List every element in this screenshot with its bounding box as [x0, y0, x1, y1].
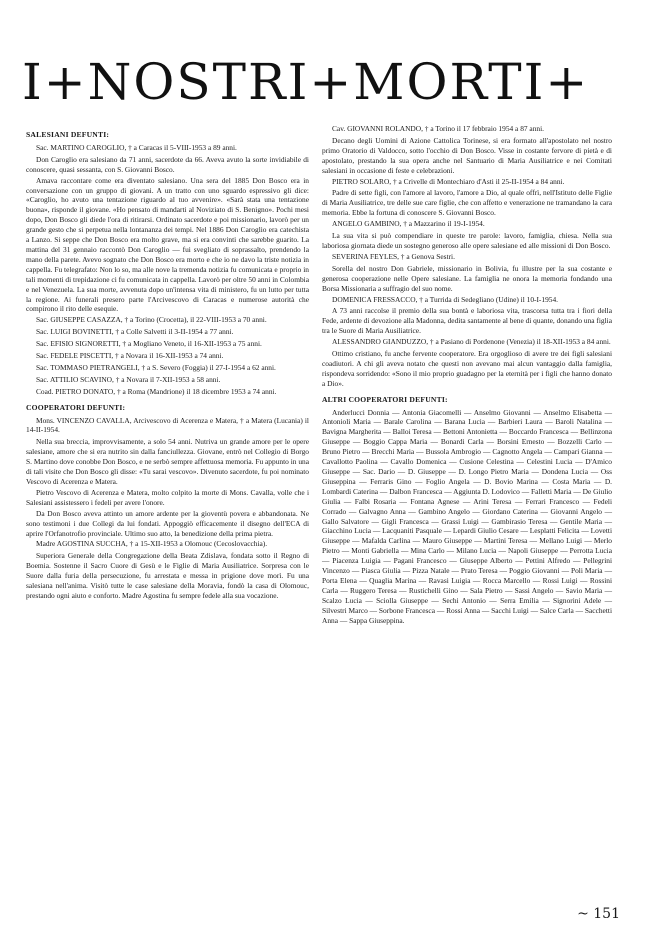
paragraph: Pietro Vescovo di Acerenza e Matera, molto colpito la morte di Mons. Cavalla, volle che i Salesiani assistessero i fedeli per avere l'onore.	[26, 487, 309, 507]
paragraph: La sua vita si può compendiare in queste tre parole: lavoro, famiglia, chiesa. Nella sua laboriosa giornata diede un sostegno generoso alle opere salesiane ed alle missioni di Don Bosco.	[322, 231, 612, 250]
paragraph: Superiora Generale della Congregazione della Beata Zdislava, fondata sotto il Regno di Boemia. Sostenne il Sacro Cuore di Gesù e le Figlie di Maria Ausiliatrice. Sorpresa con le Suore dalla furia della persecuzione, fu arrestata e messa in prigione dove morì. Fu una salesiana nell'anima. Visitò tutte le case salesiane della Moravia, fondò la casa di Olomouc, prestando ogni aiuto e conforto. Madre Agostina fu sempre fedele alla sua vocazione.	[26, 551, 309, 600]
paragraph: Da Don Bosco aveva attinto un amore ardente per la gioventù povera e abbandonata. Ne sono testimoni i due Collegi da lui fondati. Appoggiò efficacemente il disegno dell'ECA di aprire l'Orfanotrofio provinciale. Ultimo suo atto, la benedizione della prima pietra.	[26, 508, 309, 538]
obituary-entry: ANGELO GAMBINO, † a Mazzarino il 19-I-1954.	[332, 219, 485, 229]
paragraph: Don Caroglio era salesiano da 71 anni, sacerdote da 66. Aveva avuto la sorte invidiabile di conoscere, quasi sessanta, con S. Giovanni Bosco.	[26, 154, 309, 174]
obituary-entry: SEVERINA FEYLES, † a Genova Sestri.	[332, 251, 455, 261]
cooperators-list: Anderlucci Donnia — Antonia Giacomelli — Anselmo Giovanni — Anselmo Elisabetta — Antonioli Maria — Barale Carolina — Barana Lucia — Barbieri Laura — Baroli Natalina — Bavigna Margherita — Balloi Teresa — Bettoni Antonietta — Boccardo Francesca — Bellinzona Giuseppe — Boggio Cappa Maria — Bonardi Carla — Borsini Ernesto — Bozzelli Carlo — Bruno Pietro — Brecchi Maria — Bussola Ambrogio — Cagnotto Angela — Campari Gianna — Cavallotto Paolina — Cavallo Domenica — Cusione Celestina — Celestini Lucia — D'Amico Giuseppe — Sac. Dario — D. Giuseppe — D. Longo Pietro Maria — Dondena Lucia — Oss Giuseppina — Ferraris Gino — Foglio Angela — D. Bovio Marina — Costa Maria — D. Lombardi Caterina — Dalbon Francesca — Aggiunta D. Lodovico — Falletti Maria — De Giulio Giulia — Falbi Rosaria — Fontana Agnese — Arini Teresa — Ferrari Francesco — Fedeli Corrado — Galvagno Anna — Gambino Angelo — Giordano Caterina — Giovanni Angelo — Gallo Salvatore — Gigli Francesca — Grassi Luigi — Gambirasio Teresa — Gentile Maria — Giacchino Lucia — Lacquaniti Pasquale — Lepardi Giulio Cesare — Lesplatti Felicita — Lovetti Giuseppe — Mafalda Carlina — Mauro Giuseppe — Martini Teresa — Mellano Luigi — Merlo Pietro — Monti Gabriella — Mina Carlo — Milano Lucia — Napoli Giuseppe — Perrotta Lucia — Piacenza Luigia — Pagani Francesco — Giuseppe Alberto — Pettini Alfredo — Pellegrini Vincenzo — Piasca Giulia — Pizza Natale — Prato Teresa — Poggio Giovanni — Poli Maria — Porta Elena — Quaglia Marina — Ravasi Luigia — Rocca Marcello — Rossi Luigi — Rossini Carla — Ruggero Teresa — Rustichelli Gino — Sala Pietro — Sassi Angelo — Savio Maria — Scalzo Lucia — Sciolla Giuseppe — Sechi Antonio — Serra Emilia — Signorini Adele — Silvestri Marco — Sorbone Francesca — Rossi Anna — Sacchi Luigi — Salce Carla — Sacchetti Anna — Sappa Giuseppina.	[322, 407, 612, 625]
paragraph: Decano degli Uomini di Azione Cattolica Torinese, si era formato all'apostolato nel nostro primo Oratorio di Valdocco, sotto l'occhio di Don Bosco. Visse in costante fervore di pietà e di apostolato, prestando la sua opera anche nel Santuario di Maria Ausiliatrice e nei Comitati salesiani in occasione di feste e celebrazioni.	[322, 135, 612, 175]
page-title: I+NOSTRI+MORTI+	[22, 53, 590, 111]
section-heading: SALESIANI DEFUNTI:	[26, 130, 110, 139]
paragraph: Ottimo cristiano, fu anche fervente cooperatore. Era orgoglioso di avere tre dei figli salesiani coadiutori. A chi gli aveva notato che questi non avevano mai alcun vantaggio dalla famiglia, rispondeva sorridendo: «Sono il mio proprio guadagno per la eternità per i figli che hanno donato a Dio».	[322, 349, 612, 388]
obituary-entry: Madre AGOSTINA SUCCHA, † a 15-XII-1953 a Olomouc (Cecoslovacchia).	[36, 539, 268, 549]
obituary-entry: Sac. TOMMASO PIETRANGELI, † a S. Severo (Foggia) il 27-I-1954 a 62 anni.	[36, 362, 276, 372]
paragraph: A 73 anni raccolse il premio della sua bontà e laboriosa vita, trascorsa tutta tra i fiori della Fede, ardente di devozione alla Madonna, dedita santamente al bene di quante, donando una figlia tra le Suore di Maria Ausiliatrice.	[322, 306, 612, 336]
obituary-entry: Sac. LUIGI BOVINETTI, † a Colle Salvetti il 3-II-1954 a 77 anni.	[36, 327, 234, 337]
section-heading: ALTRI COOPERATORI DEFUNTI:	[322, 394, 448, 404]
paragraph: Padre di sette figli, con l'amore al lavoro, l'amore a Dio, al quale offrì, nell'Istituto delle Figlie di Maria Ausiliatrice, tre delle sue care figlie, che con affetto e venerazione ne tramandano la cara memoria. Ebbe la fortuna di conoscere S. Giovanni Bosco.	[322, 188, 612, 218]
obituary-entry: Mons. VINCENZO CAVALLA, Arcivescovo di Acerenza e Matera, † a Matera (Lucania) il 14-II-1954.	[26, 415, 309, 435]
obituary-entry: Coad. PIETRO DONATO, † a Roma (Mandrione) il 18 dicembre 1953 a 74 anni.	[36, 386, 277, 396]
obituary-entry: PIETRO SOLARO, † a Crivelle di Montechiaro d'Asti il 25-II-1954 a 84 anni.	[332, 176, 565, 186]
obituary-entry: Cav. GIOVANNI ROLANDO, † a Torino il 17 febbraio 1954 a 87 anni.	[332, 124, 544, 133]
section-heading: COOPERATORI DEFUNTI:	[26, 402, 126, 412]
obituary-entry: Sac. GIUSEPPE CASAZZA, † a Torino (Crocetta), il 22-VIII-1953 a 70 anni.	[36, 315, 267, 325]
right-column	[322, 124, 612, 627]
paragraph: Nella sua breccia, improvvisamente, a solo 54 anni. Nutriva un grande amore per le opere salesiane, amore che si era nutrito sin dalla fanciullezza. Giovane, entrò nel Collegio di Borgo S. Martino dove conobbe Don Bosco, e ne serbò sempre affettuosa memoria. Fu appunto in una di tali visite che Don Bosco gli disse: «Tu sarai vescovo». Divenuto sacerdote, fu poi nominato Vescovo di Acerenza e Matera.	[26, 437, 309, 486]
paragraph: Amava raccontare come era diventato salesiano. Una sera del 1885 Don Bosco era in conversazione con un gruppo di giovani. A un tratto con uno sguardo espressivo gli dice: «Caroglio, ho avuto una tentazione riguardo al tuo avvenire». «Sarà stata una tentazione buona», risponde il giovane. «Ho pensato di mandarti al Noviziato di S. Benigno». Pochi mesi dopo, Don Bosco gli diede l'ora di ritirarsi. Ordinato sacerdote e poi missionario, lavorò per un grande gesto che si perpetua nella lontananza dei tempi. Nel 1886 Don Caroglio era catechista a Lanzo. Si seppe che Don Bosco era molto grave, ma si era convinti che sarebbe guarito. La mattina del 31 gennaio raccontò Don Caroglio — fui svegliato di soprassalto, prendendo la mano della parete. Avevo sognato che Don Bosco era morto e che io ne davo la triste notizia in cappella. Fu telegrafato: Non lo so, ma alle nove la tremenda notizia fu comunicata e proprio in tali momenti di trepidazione ci fu comunicata in cappella. Lavorò per oltre 50 anni in Colombia e nel Venezuela. La sua morte, avvenuta dopo un'intensa vita di ministero, fu un lutto per tutta la regione. Ai funerali presero parte l'Arcivescovo di Caracas e numerose autorità che compirono il rito delle esequie.	[26, 175, 309, 314]
obituary-entry: Sac. ATTILIO SCAVINO, † a Novara il 7-XII-1953 a 58 anni.	[36, 374, 221, 384]
obituary-entry: Sac. FEDELE PISCETTI, † a Novara il 16-XII-1953 a 74 anni.	[36, 351, 224, 361]
obituary-entry: Sac. MARTINO CAROGLIO, † a Caracas il 5-VIII-1953 a 89 anni.	[36, 142, 237, 152]
obituary-entry: DOMENICA FRESSACCO, † a Turrida di Sedegliano (Udine) il 10-I-1954.	[332, 294, 559, 304]
obituary-entry: ALESSANDRO GIANDUZZO, † a Pasiano di Pordenone (Venezia) il 18-XII-1953 a 84 anni.	[332, 337, 611, 347]
obituary-entry: Sac. EFISIO SIGNORETTI, † a Mogliano Veneto, il 16-XII-1953 a 75 anni.	[36, 339, 262, 349]
paragraph: Sorella del nostro Don Gabriele, missionario in Bolivia, fu illustre per la sua costante e generosa cooperazione nelle Opere salesiane. La famiglia ne onora la memoria fondando una Borsa Missionaria a suffragio del suo nome.	[322, 263, 612, 293]
page-number: ~ 151	[577, 906, 620, 922]
header	[22, 42, 622, 122]
left-column	[26, 124, 309, 602]
